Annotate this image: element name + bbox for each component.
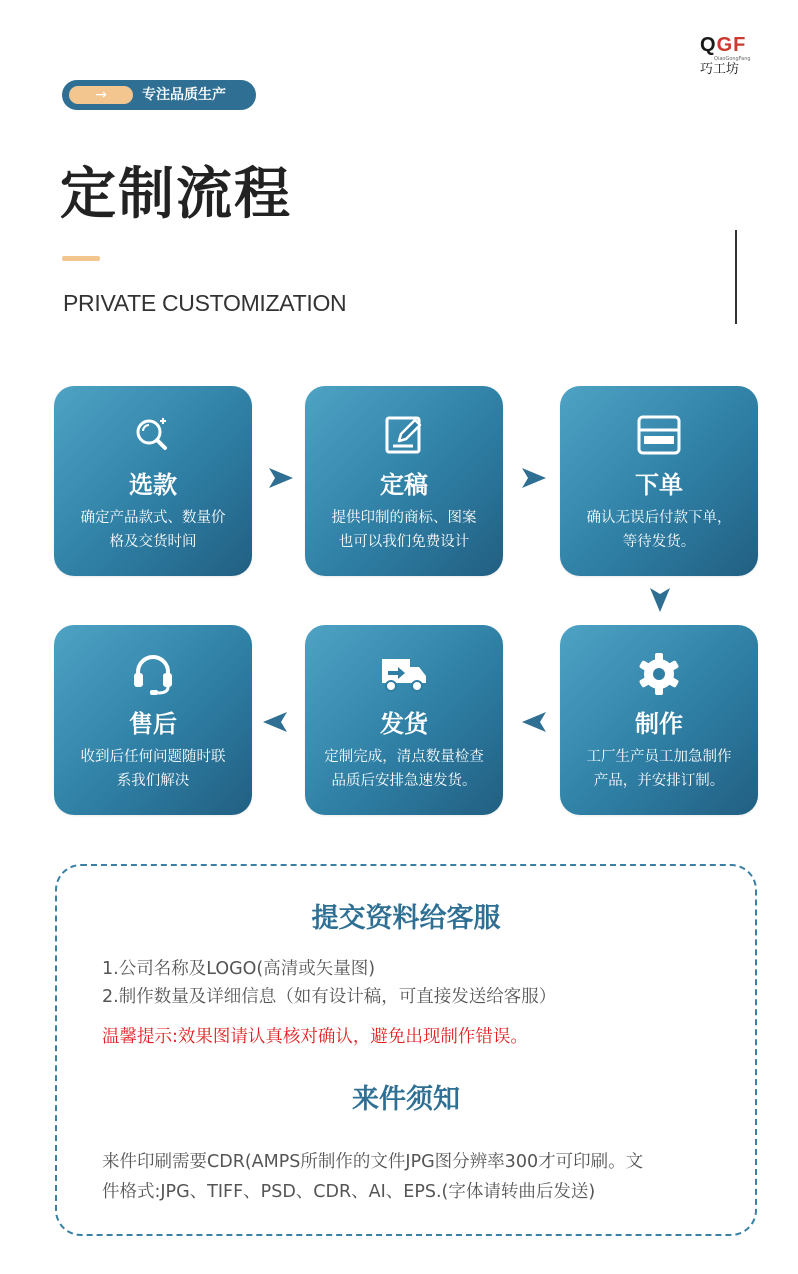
step-title: 售后 xyxy=(129,710,177,738)
step-description: 确认无误后付款下单， 等待发货。 xyxy=(586,510,732,550)
brand-logo xyxy=(700,34,760,90)
step-card-produce xyxy=(560,625,758,815)
step-title: 选款 xyxy=(129,471,177,499)
arrow-right-icon: → xyxy=(69,86,133,104)
title-accent-divider xyxy=(62,256,100,261)
page-subtitle: PRIVATE CUSTOMIZATION xyxy=(63,290,347,316)
logo-chinese-name: 巧工坊 xyxy=(700,62,740,77)
edit-icon xyxy=(379,410,429,460)
step-title: 下单 xyxy=(635,471,683,499)
step-title: 发货 xyxy=(380,710,428,738)
info-box xyxy=(55,864,757,1236)
step-card-after-sales xyxy=(54,625,252,815)
arrow-down-icon xyxy=(645,585,675,615)
gear-icon xyxy=(634,649,684,699)
submit-item: 2.制作数量及详细信息（如有设计稿，可直接发送给客服） xyxy=(102,987,557,1007)
step-title: 制作 xyxy=(635,710,683,738)
arrow-left-icon xyxy=(260,707,290,737)
step-description: 提供印制的商标、图案 也可以我们免费设计 xyxy=(331,510,477,550)
step-description: 定制完成，清点数量检查 品质后安排急速发货。 xyxy=(324,749,484,789)
step-card-ship xyxy=(305,625,503,815)
vertical-divider xyxy=(735,230,737,324)
headset-icon xyxy=(128,649,178,699)
step-card-order xyxy=(560,386,758,576)
truck-icon xyxy=(379,649,429,699)
logo-mark: QGF xyxy=(700,34,747,56)
page-title: 定制流程 xyxy=(60,162,292,227)
step-title: 定稿 xyxy=(380,471,428,499)
notice-text: 来件印刷需要CDR(AMPS所制作的文件JPG图分辨率300才可印刷。文 件格式:JPG、TIFF、PSD、CDR、AI、EPS.(字体请转曲后发送) xyxy=(102,1152,644,1202)
step-card-select xyxy=(54,386,252,576)
step-description: 确定产品款式、数量价 格及交货时间 xyxy=(80,510,226,550)
notice-heading: 来件须知 xyxy=(352,1084,460,1115)
arrow-right-icon xyxy=(266,463,296,493)
warning-text: 温馨提示:效果图请认真核对确认，避免出现制作错误。 xyxy=(102,1027,528,1047)
arrow-left-icon xyxy=(519,707,549,737)
step-description: 工厂生产员工加急制作 产品，并安排订制。 xyxy=(586,749,732,789)
submit-item: 1.公司名称及LOGO(高清或矢量图) xyxy=(102,959,376,979)
badge-label: 专注品质生产 xyxy=(142,87,226,103)
arrow-right-icon xyxy=(519,463,549,493)
logo-subtext: QiaoGongFang xyxy=(714,56,751,62)
submit-heading: 提交资料给客服 xyxy=(311,903,501,934)
step-description: 收到后任何问题随时联 系我们解决 xyxy=(80,749,226,789)
search-icon xyxy=(128,410,178,460)
focus-badge xyxy=(62,80,256,110)
order-icon xyxy=(634,410,684,460)
step-card-finalize xyxy=(305,386,503,576)
